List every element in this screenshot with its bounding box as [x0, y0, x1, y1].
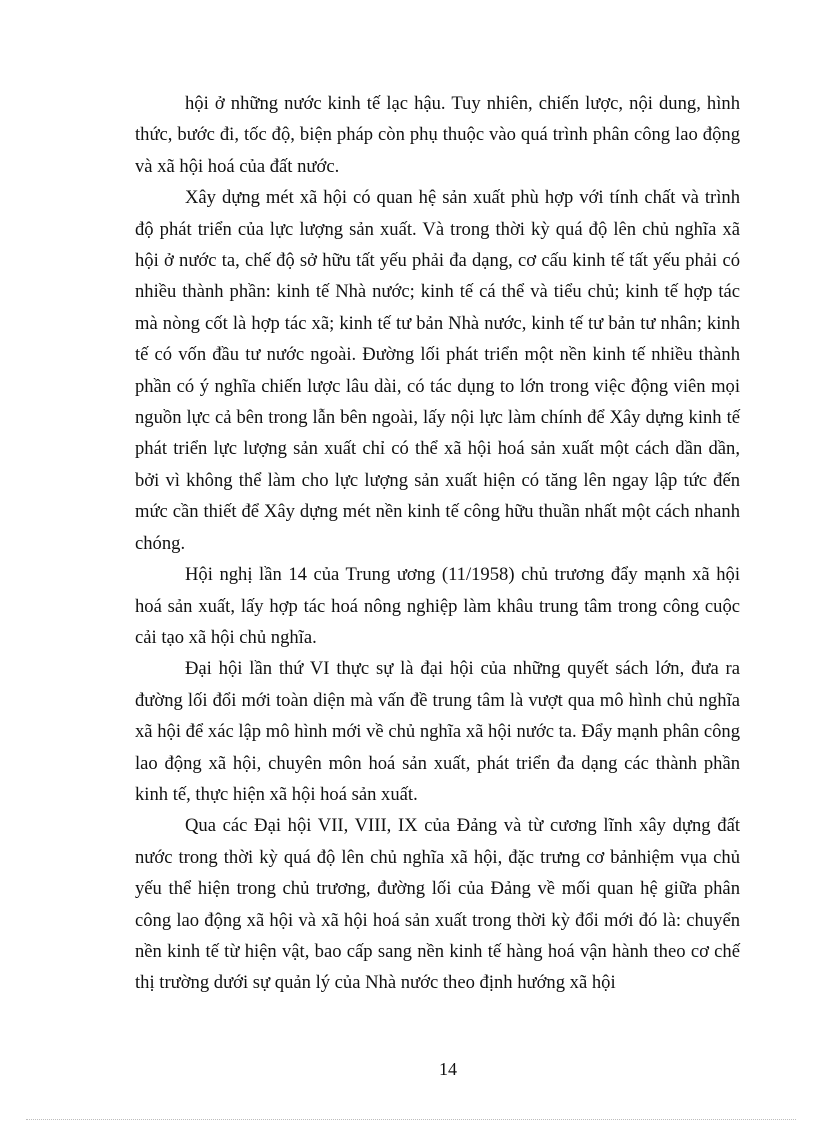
paragraph-3: Hội nghị lần 14 của Trung ương (11/1958) chủ trương đẩy mạnh xã hội hoá sản xuất, lấy hợp tác hoá nông nghiệp làm khâu trung tâm trong công cuộc cải tạo xã hội chủ nghĩa.	[135, 564, 740, 648]
paragraph-2: Xây dựng mét xã hội có quan hệ sản xuất phù hợp với tính chất và trình độ phát triển của lực lượng sản xuất. Và trong thời kỳ quá độ lên chủ nghĩa xã hội ở nước ta, chế độ sở hữu tất yếu phải đa dạng, cơ cấu kinh tế tất yếu phải có nhiều thành phần: kinh tế Nhà nước; kinh tế cá thể và tiểu chủ; kinh tế hợp tác mà nòng cốt là hợp tác xã; kinh tế tư bản Nhà nước, kinh tế tư bản tư nhân; kinh tế có vốn đầu tư nước ngoài. Đường lối phát triển một nền kinh tế nhiều thành phần có ý nghĩa chiến lược lâu dài, có tác dụng to lớn trong việc động viên mọi nguồn lực cả bên trong lẫn bên ngoài, lấy nội lực làm chính để Xây dựng kinh tế phát triển lực lượng sản xuất chỉ có thể xã hội hoá sản xuất một cách dần dần, bởi vì không thể làm cho lực lượng sản xuất hiện có tăng lên ngay lập tức đến mức cần thiết để Xây dựng mét nền kinh tế công hữu thuần nhất một cách nhanh chóng.	[135, 187, 740, 554]
page-number: 14	[439, 1059, 457, 1079]
paragraph-5: Qua các Đại hội VII, VIII, IX của Đảng và từ cương lĩnh xây dựng đất nước trong thời kỳ quá độ lên chủ nghĩa xã hội, đặc trưng cơ bảnhiệm vụa chủ yếu thể hiện trong chủ trương, đường lối của Đảng về mối quan hệ giữa phân công lao động xã hội và xã hội hoá sản xuất trong thời kỳ đổi mới đó là: chuyển nền kinh tế từ hiện vật, bao cấp sang nền kinh tế hàng hoá vận hành theo cơ chế thị trường dưới sự quản lý của Nhà nước theo định hướng xã hội	[135, 815, 740, 994]
page-bottom-divider	[26, 1119, 796, 1120]
paragraph-4: Đại hội lần thứ VI thực sự là đại hội của những quyết sách lớn, đưa ra đường lối đổi mới toàn diện mà vấn đề trung tâm là vượt qua mô hình chủ nghĩa xã hội để xác lập mô hình mới về chủ nghĩa xã hội nước ta. Đẩy mạnh phân công lao động xã hội, chuyên môn hoá sản xuất, phát triển đa dạng các thành phần kinh tế, thực hiện xã hội hoá sản xuất.	[135, 658, 740, 805]
body-text	[135, 88, 740, 999]
paragraph-1: hội ở những nước kinh tế lạc hậu. Tuy nhiên, chiến lược, nội dung, hình thức, bước đi, tốc độ, biện pháp còn phụ thuộc vào quá trình phân công lao động và xã hội hoá của đất nước.	[135, 93, 740, 177]
